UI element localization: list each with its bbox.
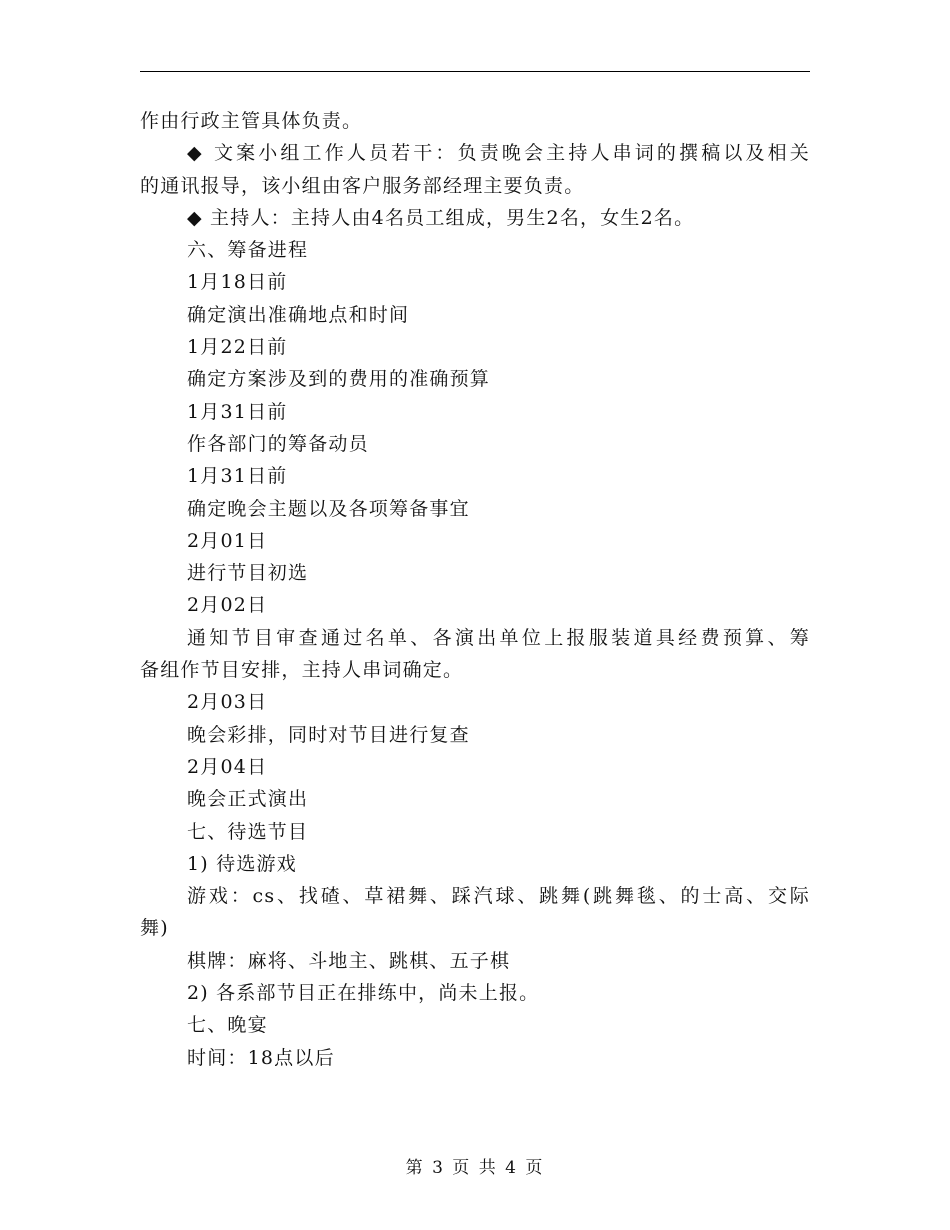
text-line: 2月03日 xyxy=(187,691,268,714)
text-line: 2月01日 xyxy=(187,529,268,552)
text-line: 1月22日前 xyxy=(187,336,288,359)
text-line: 舞) xyxy=(140,917,169,940)
text-line: 七、晚宴 xyxy=(187,1014,268,1037)
header-rule xyxy=(140,71,810,72)
text-line: 棋牌：麻将、斗地主、跳棋、五子棋 xyxy=(187,949,511,972)
text-line: 2月04日 xyxy=(187,755,268,778)
text-line: 2月02日 xyxy=(187,594,268,617)
text-line: 时间：18点以后 xyxy=(187,1046,335,1069)
text-line: 确定演出准确地点和时间 xyxy=(187,303,410,326)
text-line: 确定晚会主题以及各项筹备事宜 xyxy=(187,497,470,520)
text-line: 进行节目初选 xyxy=(187,562,309,585)
text-line: 游戏：cs、找碴、草裙舞、踩汽球、跳舞(跳舞毯、的士高、交际 xyxy=(187,885,810,908)
document-body xyxy=(140,105,810,1074)
text-line: ◆ 主持人：主持人由4名员工组成，男生2名，女生2名。 xyxy=(187,206,695,229)
text-line: 作由行政主管具体负责。 xyxy=(140,110,363,132)
text-line: 的通讯报导，该小组由客户服务部经理主要负责。 xyxy=(140,174,585,197)
text-line: 备组作节目安排，主持人串词确定。 xyxy=(140,659,464,682)
text-line: 1月18日前 xyxy=(187,271,288,294)
text-line: 六、筹备进程 xyxy=(187,239,309,262)
page-footer: 第 3 页 共 4 页 xyxy=(405,1158,545,1178)
text-line: ◆ 文案小组工作人员若干：负责晚会主持人串词的撰稿以及相关 xyxy=(187,142,810,165)
text-line: 七、待选节目 xyxy=(187,820,309,843)
text-line: 1) 待选游戏 xyxy=(187,852,297,875)
text-line: 晚会正式演出 xyxy=(187,788,309,811)
text-line: 作各部门的筹备动员 xyxy=(187,432,369,455)
text-line: 1月31日前 xyxy=(187,400,288,423)
text-line: 晚会彩排，同时对节目进行复查 xyxy=(187,723,470,746)
text-line: 1月31日前 xyxy=(187,465,288,488)
text-line: 确定方案涉及到的费用的准确预算 xyxy=(187,368,491,391)
text-line: 通知节目审查通过名单、各演出单位上报服装道具经费预算、筹 xyxy=(187,626,810,649)
text-line: 2) 各系部节目正在排练中，尚未上报。 xyxy=(187,982,540,1005)
